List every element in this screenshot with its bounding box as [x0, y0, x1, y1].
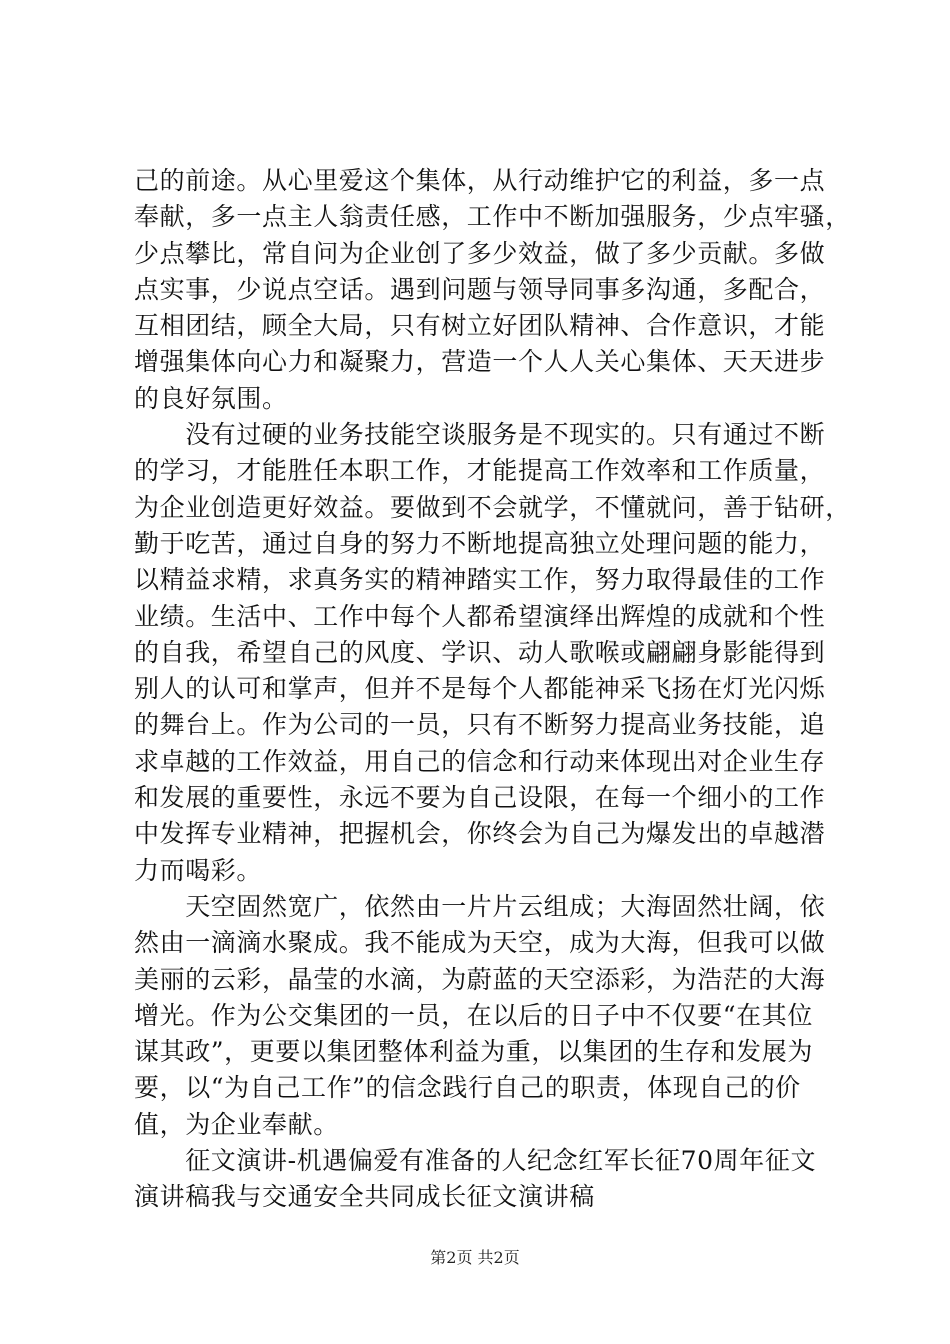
text-line: 美丽的云彩，晶莹的水滴，为蔚蓝的天空添彩，为浩茫的大海 — [134, 964, 826, 994]
text-line: 奉献，多一点主人翁责任感，工作中不断加强服务，少点牢骚， — [134, 202, 851, 232]
text-line: 的学习，才能胜任本职工作，才能提高工作效率和工作质量， — [134, 456, 826, 486]
text-line: 增光。作为公交集团的一员，在以后的日子中不仅要“在其位 — [134, 1000, 813, 1030]
text-line: 为企业创造更好效益。要做到不会就学，不懂就问，善于钻研， — [134, 492, 851, 522]
text-line: 值，为企业奉献。 — [134, 1109, 339, 1139]
text-line: 的自我，希望自己的风度、学识、动人歌喉或翩翩身影能得到 — [134, 637, 826, 667]
text-line: 少点攀比，常自问为企业创了多少效益，做了多少贡献。多做 — [134, 238, 826, 268]
text-line: 点实事，少说点空话。遇到问题与领导同事多沟通，多配合， — [134, 274, 826, 304]
text-line: 天空固然宽广，依然由一片片云组成；大海固然壮阔，依 — [134, 891, 826, 921]
text-line: 然由一滴滴水聚成。我不能成为天空，成为大海，但我可以做 — [134, 928, 826, 958]
text-line: 增强集体向心力和凝聚力，营造一个人人关心集体、天天进步 — [134, 347, 826, 377]
body-text — [134, 163, 851, 1216]
text-line: 业绩。生活中、工作中每个人都希望演绎出辉煌的成就和个性 — [134, 601, 826, 631]
text-line: 己的前途。从心里爱这个集体，从行动维护它的利益，多一点 — [134, 166, 826, 195]
text-line: 没有过硬的业务技能空谈服务是不现实的。只有通过不断 — [134, 420, 826, 450]
text-line: 要，以“为自己工作”的信念践行自己的职责，体现自己的价 — [134, 1073, 801, 1103]
text-line: 演讲稿我与交通安全共同成长征文演讲稿 — [134, 1182, 595, 1212]
text-line: 的舞台上。作为公司的一员，只有不断努力提高业务技能，追 — [134, 710, 826, 740]
text-line: 的良好氛围。 — [134, 383, 288, 413]
text-line: 征文演讲-机遇偏爱有准备的人纪念红军长征70周年征文 — [134, 1146, 817, 1176]
text-line: 中发挥专业精神，把握机会，你终会为自己为爆发出的卓越潜 — [134, 819, 826, 849]
text-line: 和发展的重要性，永远不要为自己设限，在每一个细小的工作 — [134, 783, 826, 813]
page-number-footer: 第2页 共2页 — [430, 1248, 520, 1267]
text-line: 别人的认可和掌声，但并不是每个人都能神采飞扬在灯光闪烁 — [134, 674, 826, 704]
text-line: 以精益求精，求真务实的精神踏实工作，努力取得最佳的工作 — [134, 565, 826, 595]
text-line: 勤于吃苦，通过自身的努力不断地提高独立处理问题的能力， — [134, 528, 826, 558]
text-line: 力而喝彩。 — [134, 855, 263, 885]
text-line: 求卓越的工作效益，用自己的信念和行动来体现出对企业生存 — [134, 746, 826, 776]
text-line: 互相团结，顾全大局，只有树立好团队精神、合作意识，才能 — [134, 311, 826, 341]
text-line: 谋其政”，更要以集团整体利益为重，以集团的生存和发展为 — [134, 1037, 813, 1067]
